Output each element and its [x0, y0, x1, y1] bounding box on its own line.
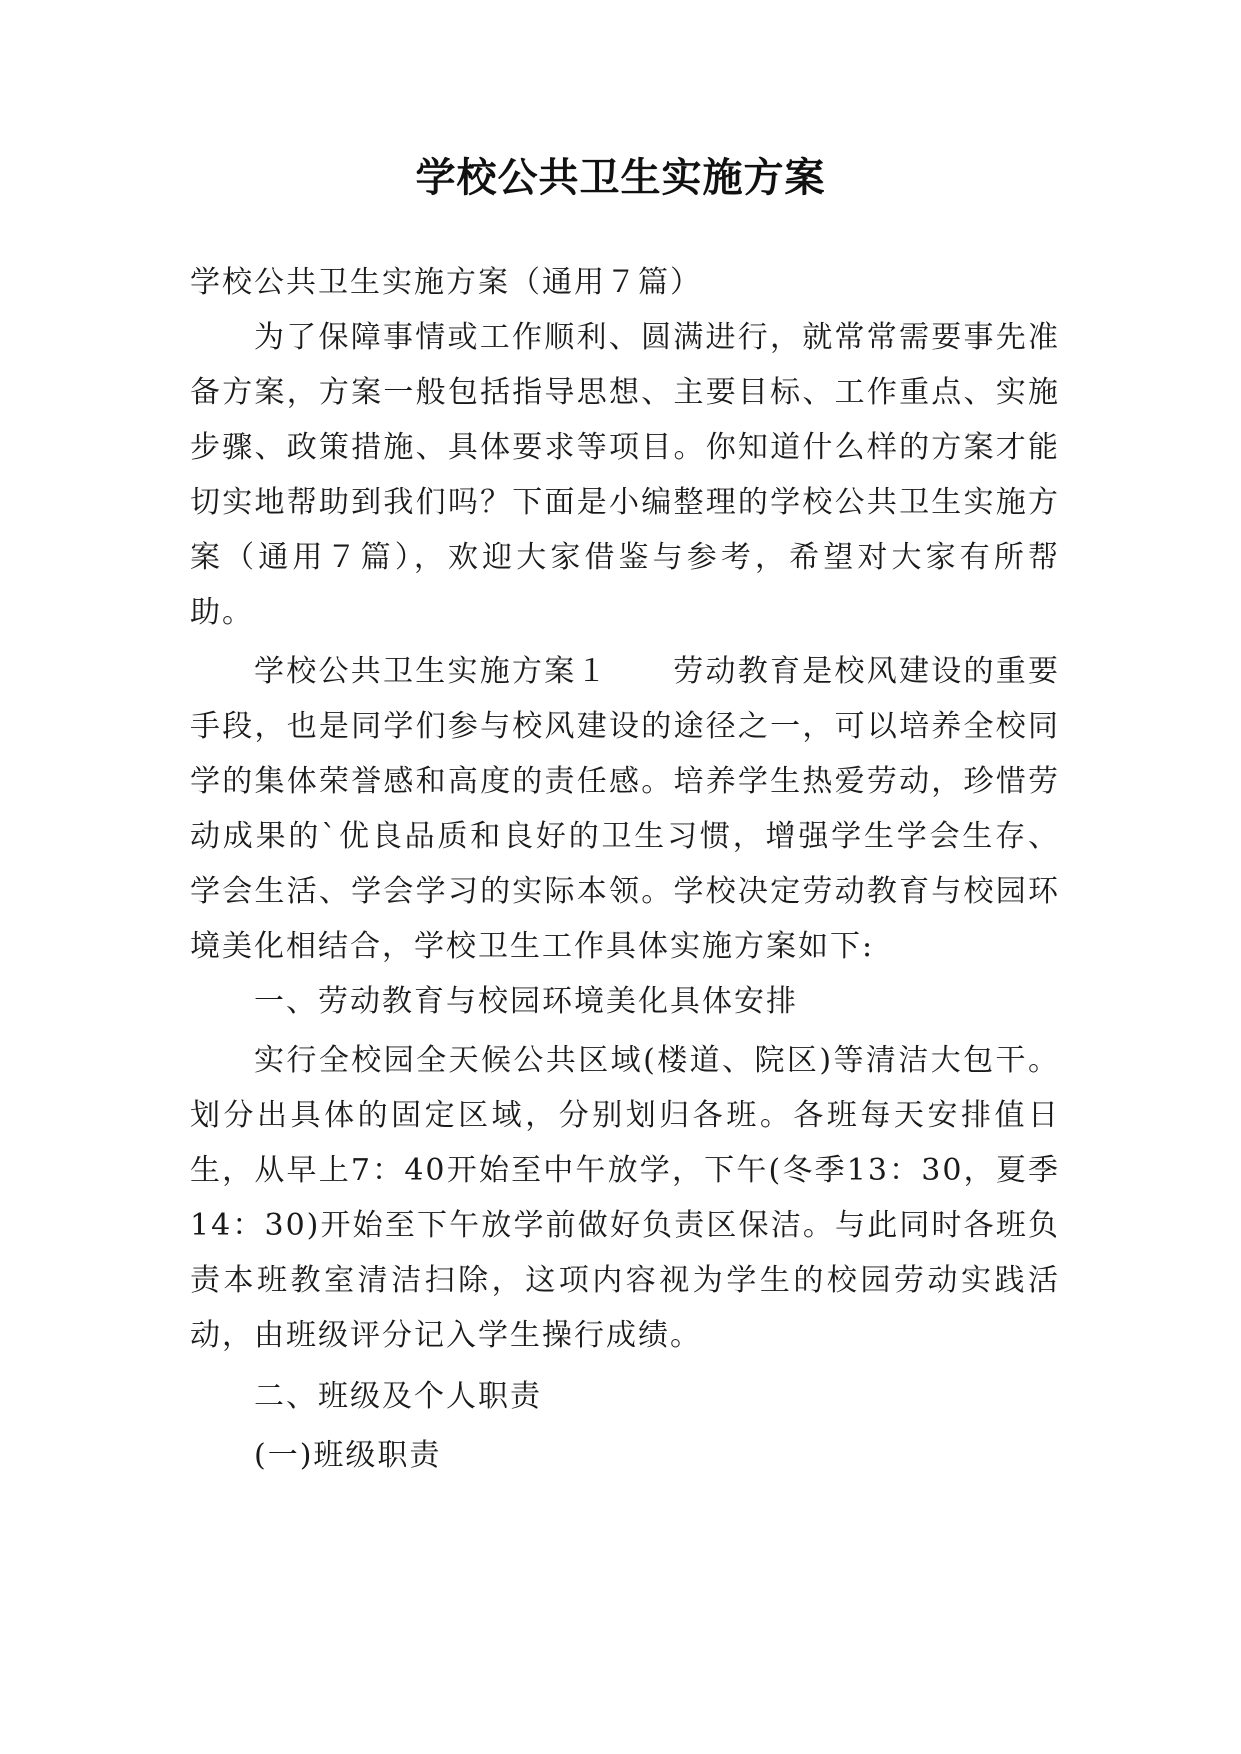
- section-1-paragraph: 实行全校园全天候公共区域(楼道、院区)等清洁大包干。划分出具体的固定区域，分别划归各班。各班每天安排值日生，从早上7：40开始至中午放学，下午(冬季13：30，夏季14：30)开始至下午放学前做好负责区保洁。与此同时各班负责本班教室清洁扫除，这项内容视为学生的校园劳动实践活动，由班级评分记入学生操行成绩。: [190, 1043, 1060, 1353]
- section-2-heading: 二、班级及个人职责: [254, 1379, 542, 1414]
- section-1-heading: 一、劳动教育与校园环境美化具体安排: [254, 984, 798, 1019]
- document-title: 学校公共卫生实施方案: [415, 155, 826, 201]
- intro-paragraph: 为了保障事情或工作顺利、圆满进行，就常常需要事先准备方案，方案一般包括指导思想、主要目标、工作重点、实施步骤、政策措施、具体要求等项目。你知道什么样的方案才能切实地帮助到我们吗？下面是小编整理的学校公共卫生实施方案（通用７篇），欢迎大家借鉴与参考，希望对大家有所帮助。: [190, 320, 1060, 630]
- plan-1-paragraph: 学校公共卫生实施方案１ 劳动教育是校风建设的重要手段，也是同学们参与校风建设的途径之一，可以培养全校同学的集体荣誉感和高度的责任感。培养学生热爱劳动，珍惜劳动成果的`优良品质和良好的卫生习惯，增强学生学会生存、学会生活、学会学习的实际本领。学校决定劳动教育与校园环境美化相结合，学校卫生工作具体实施方案如下:: [190, 654, 1060, 964]
- document-body: [190, 255, 1060, 1483]
- section-2-subheading: (一)班级职责: [254, 1438, 442, 1473]
- document-subtitle: 学校公共卫生实施方案（通用７篇）: [190, 265, 702, 300]
